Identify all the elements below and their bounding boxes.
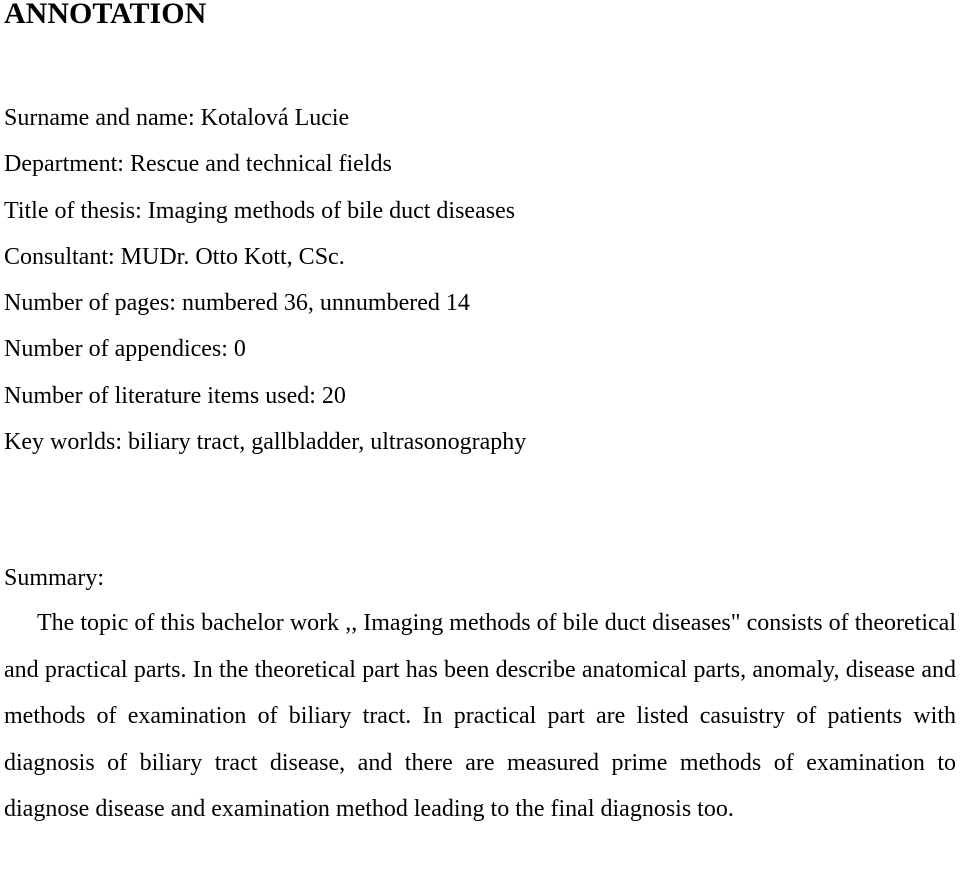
summary-paragraph: The topic of this bachelor work ,, Imaging methods of bile duct diseases" consists of theoretical and practical parts. In the theoretical part has been describe anatomical parts, anomaly, disease and methods of examination of biliary tract. In practical part are listed casuistry of patients with diagnosis of biliary tract disease, and there are measured prime methods of examination to diagnose disease and examination method leading to the final diagnosis too. — [4, 610, 956, 822]
metadata-line-title: Title of thesis: Imaging methods of bile duct diseases — [4, 197, 516, 224]
metadata-line-appendices: Number of appendices: 0 — [4, 336, 246, 363]
thesis-metadata — [4, 95, 954, 465]
page-title: ANNOTATION — [4, 0, 207, 30]
metadata-line-department: Department: Rescue and technical fields — [4, 151, 392, 178]
metadata-line-author: Surname and name: Kotalová Lucie — [4, 105, 350, 131]
metadata-line-consultant: Consultant: MUDr. Otto Kott, CSc. — [4, 243, 345, 270]
metadata-line-keywords: Key worlds: biliary tract, gallbladder, ultrasonography — [4, 429, 527, 456]
metadata-line-literature: Number of literature items used: 20 — [4, 382, 346, 409]
summary-heading: Summary: — [4, 565, 104, 591]
metadata-line-pages: Number of pages: numbered 36, unnumbered 14 — [4, 290, 470, 317]
